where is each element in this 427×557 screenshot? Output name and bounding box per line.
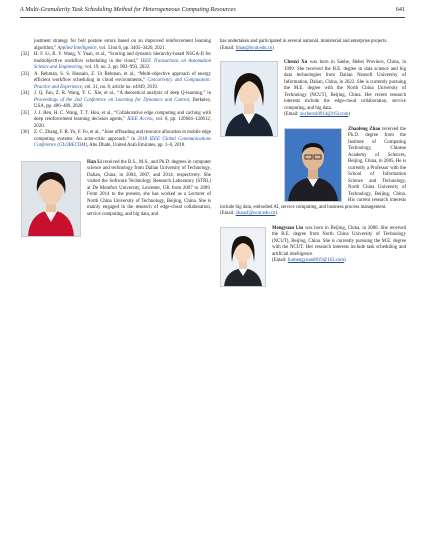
bio-name: Han Li (87, 159, 102, 165)
email-line: (Email: xuchenxi0914@163.com) (284, 112, 351, 117)
running-title: A Multi-Granularity Task Scheduling Method for Heterogeneous Computing Resources (20, 6, 236, 13)
reference-number: [35] (21, 110, 30, 116)
author-photo-han-li (21, 161, 81, 237)
left-column (21, 39, 211, 239)
page-number: 641 (395, 6, 405, 13)
reference-item: [32] H. F. Li, B. Y. Wang, Y. Yuan, et al., “Scoring and dynamic hierarchy-based NSGA-II for multiobjective workflow scheduling in the cloud,” IEEE Transactions on Automation Science and Engineering, vol. 19, no. 2, pp. 982–993, 2022. (21, 52, 211, 70)
reference-venue-link[interactable]: IEEE Access (127, 117, 153, 122)
bio-zhaofeng-zhao: Zhaofeng Zhao received the Ph.D. degree from the Institute of Computing Technology, Chinese Academy of Sciences, Beijing, China, in 2005. He is currently a Professor with the School of Information Science and Technology, North China University of Technology, Beijing, China. His current research interests include big data, embodied AI, service computing, and business process management. (Email: zhaozf@ncut.edu.cn) (220, 126, 406, 216)
reference-number: [36] (21, 130, 30, 135)
email-link[interactable]: liumengyuan0819@163.com (287, 258, 345, 263)
reference-venue-link[interactable]: Applied Intelligence (57, 45, 97, 51)
email-link[interactable]: lihan@ncut.edu.cn (235, 45, 273, 51)
right-column (220, 39, 406, 289)
author-photo-mengyuan-liu (220, 227, 266, 287)
email-line: (Email: liumengyuan0819@163.com) (272, 258, 346, 263)
reference-continuation: justment strategy for bolt posture errors based on an improved reinforcement learning algorithm,” Applied Intelligence, vol. 51no.6, pp. 3405–3420, 2021. (34, 39, 211, 51)
reference-list (21, 52, 211, 150)
reference-item: [35] J. J. Ren, H. C. Wang, T. T. Hou, et al., “Collaborative edge computing and caching with deep reinforcement learning decision agents,” IEEE Access, vol. 8, pp. 120604–120612, 2020. (21, 110, 212, 129)
bio-text: received the B.S., M.S., and Ph.D. degrees in computer science and technology from Dalian University of Technology, Dalian, China, in 2004, 2007, and 2014, respectively. She visited the Software Technology Research Laboratory (STRL) at De Montfort University, Leicester, UK from 2007 to 2009. From 2014 to the present, she has worked as a Lecturer of North China University of Technology, Beijing, China. She is mainly engaged in the research of edge-cloud collaboration, service computing, and big data, and (87, 159, 212, 217)
reference-venue-link[interactable]: IEEE Transactions on Automation Science and Engineering (34, 58, 211, 70)
reference-venue-link[interactable]: Proceedings of the 2nd Conference on Learning for Dynamics and Control (34, 97, 190, 103)
bio-han-li (21, 160, 211, 219)
running-header (20, 6, 405, 17)
email-link[interactable]: xuchenxi0914@163.com (299, 112, 349, 117)
reference-item: [33] A. Rehman, S. S. Hussain, Z. Ur Rehman, et al., “Multi-objective approach of energy efficient workflow scheduling in cloud environments,” Concurrency and Computation: Practice and Experience, vol. 31, no. 8, article no. e4949, 2019. (21, 71, 211, 90)
author-photo-zhaofeng-zhao (284, 128, 342, 202)
reference-number: [32] (21, 52, 30, 57)
reference-venue-link[interactable]: Concurrency and Computation: Practice and Experience (34, 78, 211, 90)
email-link[interactable]: zhaozf@ncut.edu.cn (235, 211, 276, 216)
email-line: (Email: lihan@ncut.edu.cn) (220, 45, 274, 51)
bio-mengyuan-liu: Mengyuan Liu was born in Beijing, China, in 2000. She received the B.E. degree from North China University of Technology (NCUT), Beijing, China. She is currently pursuing the M.E. degree with the NCUT. Her research interests include task scheduling and artificial intelligence. (Email: liumengyuan0819@163.com) (220, 226, 406, 265)
reference-item: [34] J. Q. Fan, Z. R. Wang, Y. C. Xie, et al., “A theoretical analysis of deep Q-learning,” in Proceedings of the 2nd Conference on Learning for Dynamics and Control, Berkeley, USA, pp. 486–489, 2020. (21, 91, 211, 109)
email-line: (Email: zhaozf@ncut.edu.cn) (220, 211, 278, 216)
reference-number: [34] (21, 91, 30, 96)
reference-venue-link[interactable]: 2018 IEEE Global Communications Conference (GLOBECOM) (34, 136, 211, 148)
reference-item: [36] Z. C. Zhang, F. R. Yu, F. Fu, et al., “Joint offloading and resource allocation in mobile edge computing systems: An actor-critic approach,” in 2018 IEEE Global Communications Conference (GLOBECOM), Abu Dhabi, United Arab Emirates, pp. 1–6, 2018. (21, 130, 211, 148)
header-rule (20, 17, 405, 18)
author-photo-chenxi-xu (220, 61, 278, 137)
bio-continuation: has undertaken and participated in several national, ministerial and enterprise projects. (Email: lihan@ncut.edu.cn) (220, 39, 406, 52)
reference-number: [33] (21, 71, 30, 77)
bio-chenxi-xu: Chenxi Xu was born in Sanhe, Hebei Province, China, in 1999. She received the B.E. degree in data science and big data technologies from Dalian Neusoft University of Information, Dalian, China, in 2022. She is currently pursuing the M.E. degree with the North China University of Technology (NCUT), Beijing, China. Her recent research interests include the edge-cloud collaboration, service computing, and big data. (Email: xuchenxi0914@163.com) (220, 60, 406, 119)
